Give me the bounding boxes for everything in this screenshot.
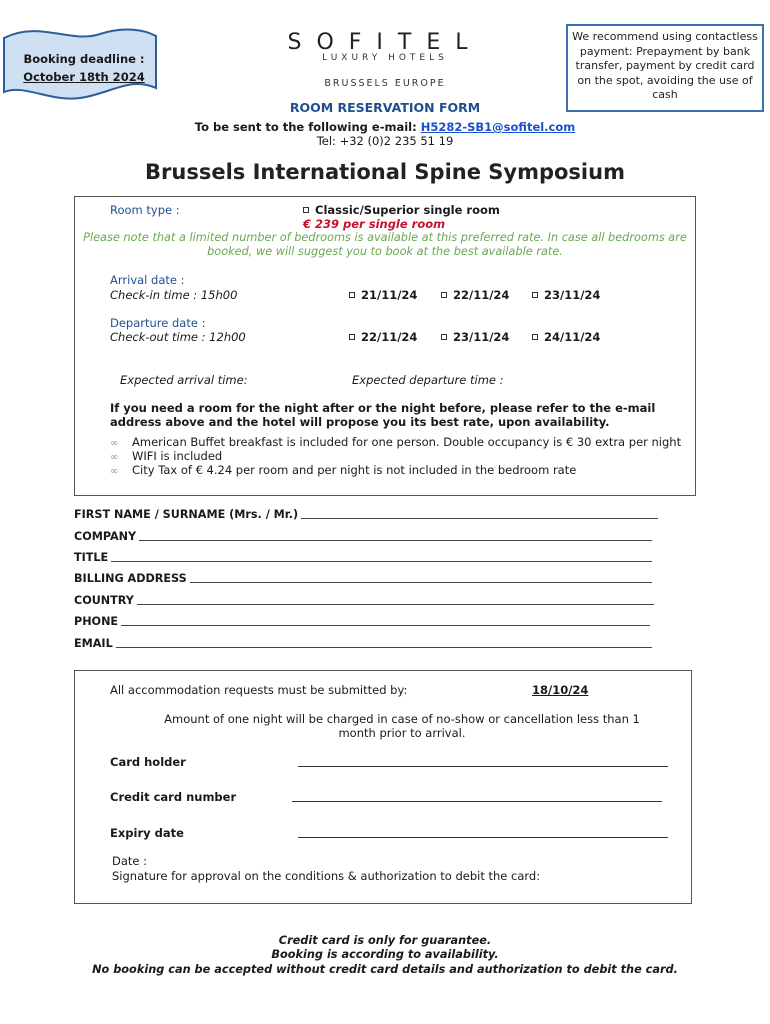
departure-option-3[interactable] bbox=[532, 330, 600, 344]
billing-input-line[interactable] bbox=[190, 582, 652, 583]
email-field[interactable] bbox=[74, 637, 652, 650]
company-field[interactable] bbox=[74, 530, 652, 543]
checkbox-icon[interactable] bbox=[441, 334, 447, 340]
card-number-input[interactable] bbox=[292, 801, 662, 802]
telephone: Tel: +32 (0)2 235 51 19 bbox=[316, 134, 454, 148]
submit-deadline-label: All accommodation requests must be submitted by: bbox=[110, 683, 408, 697]
card-holder-label: Card holder bbox=[110, 755, 186, 769]
logo-tagline: LUXURY HOTELS bbox=[322, 53, 448, 63]
send-instruction bbox=[120, 120, 650, 134]
logo-location: BRUSSELS EUROPE bbox=[324, 78, 446, 89]
billing-address-field[interactable] bbox=[74, 572, 652, 585]
checkbox-icon[interactable] bbox=[532, 292, 538, 298]
phone-input-line[interactable] bbox=[121, 625, 650, 626]
checkout-time: Check-out time : 12h00 bbox=[110, 330, 246, 344]
company-input-line[interactable] bbox=[139, 540, 652, 541]
deadline-flag bbox=[0, 14, 160, 106]
departure-option-2[interactable] bbox=[441, 330, 509, 344]
deadline-date: October 18th 2024 bbox=[23, 70, 145, 84]
event-title: Brussels International Spine Symposium bbox=[145, 160, 625, 184]
field-label: PHONE bbox=[74, 615, 119, 628]
arrival-date: 21/11/24 bbox=[361, 288, 418, 302]
checkbox-icon[interactable] bbox=[532, 334, 538, 340]
field-label: BILLING ADDRESS bbox=[74, 572, 187, 585]
field-label: FIRST NAME / SURNAME (Mrs. / Mr.) bbox=[74, 508, 299, 521]
sofitel-logo: SOFITEL bbox=[287, 30, 483, 55]
checkbox-icon[interactable] bbox=[349, 334, 355, 340]
checkin-time: Check-in time : 15h00 bbox=[110, 288, 238, 302]
form-title: ROOM RESERVATION FORM bbox=[289, 100, 481, 115]
country-field[interactable] bbox=[74, 594, 654, 607]
date-signature-block bbox=[112, 854, 540, 883]
arrival-option-1[interactable] bbox=[349, 288, 417, 302]
send-prefix: To be sent to the following e-mail: bbox=[194, 120, 421, 134]
arrival-date: 23/11/24 bbox=[544, 288, 601, 302]
name-field[interactable] bbox=[74, 508, 658, 521]
date-label: Date : bbox=[112, 854, 148, 868]
list-item bbox=[110, 463, 700, 477]
bullet-text: City Tax of € 4.24 per room and per night is not included in the bedroom rate bbox=[132, 463, 577, 477]
field-label: EMAIL bbox=[74, 637, 113, 650]
departure-date: 23/11/24 bbox=[453, 330, 510, 344]
phone-field[interactable] bbox=[74, 615, 650, 628]
email-link[interactable]: H5282-SB1@sofitel.com bbox=[420, 120, 576, 134]
email-input-line[interactable] bbox=[116, 647, 652, 648]
payment-notice: We recommend using contactless payment: Prepayment by bank transfer, payment by credit card on the spot, avoiding the use of cash bbox=[566, 24, 764, 112]
bullet-text: WIFI is included bbox=[132, 449, 223, 463]
card-number-label: Credit card number bbox=[110, 790, 237, 804]
footer-line: Credit card is only for guarantee. bbox=[278, 934, 492, 947]
arrival-date: 22/11/24 bbox=[453, 288, 510, 302]
deadline-label: Booking deadline : bbox=[23, 52, 145, 66]
title-input-line[interactable] bbox=[111, 561, 652, 562]
bullet-icon: ∞ bbox=[110, 466, 119, 477]
extra-night-info: If you need a room for the night after or the night before, please refer to the e-mail address above and the hotel will propose you its best rate, upon availability. bbox=[110, 401, 656, 429]
bullet-icon: ∞ bbox=[110, 438, 119, 449]
expected-departure-field[interactable]: Expected departure time : bbox=[352, 373, 504, 387]
room-type-label: Room type : bbox=[110, 203, 180, 217]
submit-deadline-date: 18/10/24 bbox=[532, 683, 589, 697]
footer-line: Booking is according to availability. bbox=[271, 948, 499, 962]
field-label: COMPANY bbox=[74, 530, 137, 543]
arrival-option-3[interactable] bbox=[532, 288, 600, 302]
room-type-option[interactable] bbox=[303, 203, 500, 217]
departure-option-1[interactable] bbox=[349, 330, 417, 344]
room-option-label: Classic/Superior single room bbox=[315, 203, 500, 217]
title-field[interactable] bbox=[74, 551, 652, 564]
availability-note: Please note that a limited number of bedrooms is available at this preferred rate. In case all bedrooms are booked, we will suggest you to book at the best available rate. bbox=[83, 231, 687, 258]
expiry-input[interactable] bbox=[298, 837, 668, 838]
signature-label: Signature for approval on the conditions & authorization to debit the card: bbox=[112, 868, 541, 883]
room-price: € 239 per single room bbox=[303, 217, 446, 231]
expiry-label: Expiry date bbox=[110, 826, 184, 840]
card-holder-input[interactable] bbox=[298, 766, 668, 767]
departure-date: 24/11/24 bbox=[544, 330, 601, 344]
list-item bbox=[110, 435, 700, 449]
name-input-line[interactable] bbox=[301, 518, 658, 519]
country-input-line[interactable] bbox=[137, 604, 654, 605]
deadline-text bbox=[14, 50, 154, 86]
list-item bbox=[110, 449, 700, 463]
arrival-label: Arrival date : bbox=[110, 273, 185, 287]
cancellation-note: Amount of one night will be charged in case of no-show or cancellation less than 1 month prior to arrival. bbox=[164, 712, 640, 740]
bullet-text: American Buffet breakfast is included for one person. Double occupancy is € 30 extra per night bbox=[132, 435, 682, 449]
expected-arrival-field[interactable]: Expected arrival time: bbox=[120, 373, 248, 387]
footer-notes bbox=[80, 934, 690, 977]
arrival-option-2[interactable] bbox=[441, 288, 509, 302]
checkbox-icon[interactable] bbox=[303, 207, 309, 213]
checkbox-icon[interactable] bbox=[441, 292, 447, 298]
field-label: COUNTRY bbox=[74, 594, 134, 607]
checkbox-icon[interactable] bbox=[349, 292, 355, 298]
bullet-icon: ∞ bbox=[110, 452, 119, 463]
field-label: TITLE bbox=[74, 551, 109, 564]
departure-date: 22/11/24 bbox=[361, 330, 418, 344]
departure-label: Departure date : bbox=[110, 316, 206, 330]
footer-line: No booking can be accepted without credit card details and authorization to debit the card. bbox=[92, 962, 678, 976]
